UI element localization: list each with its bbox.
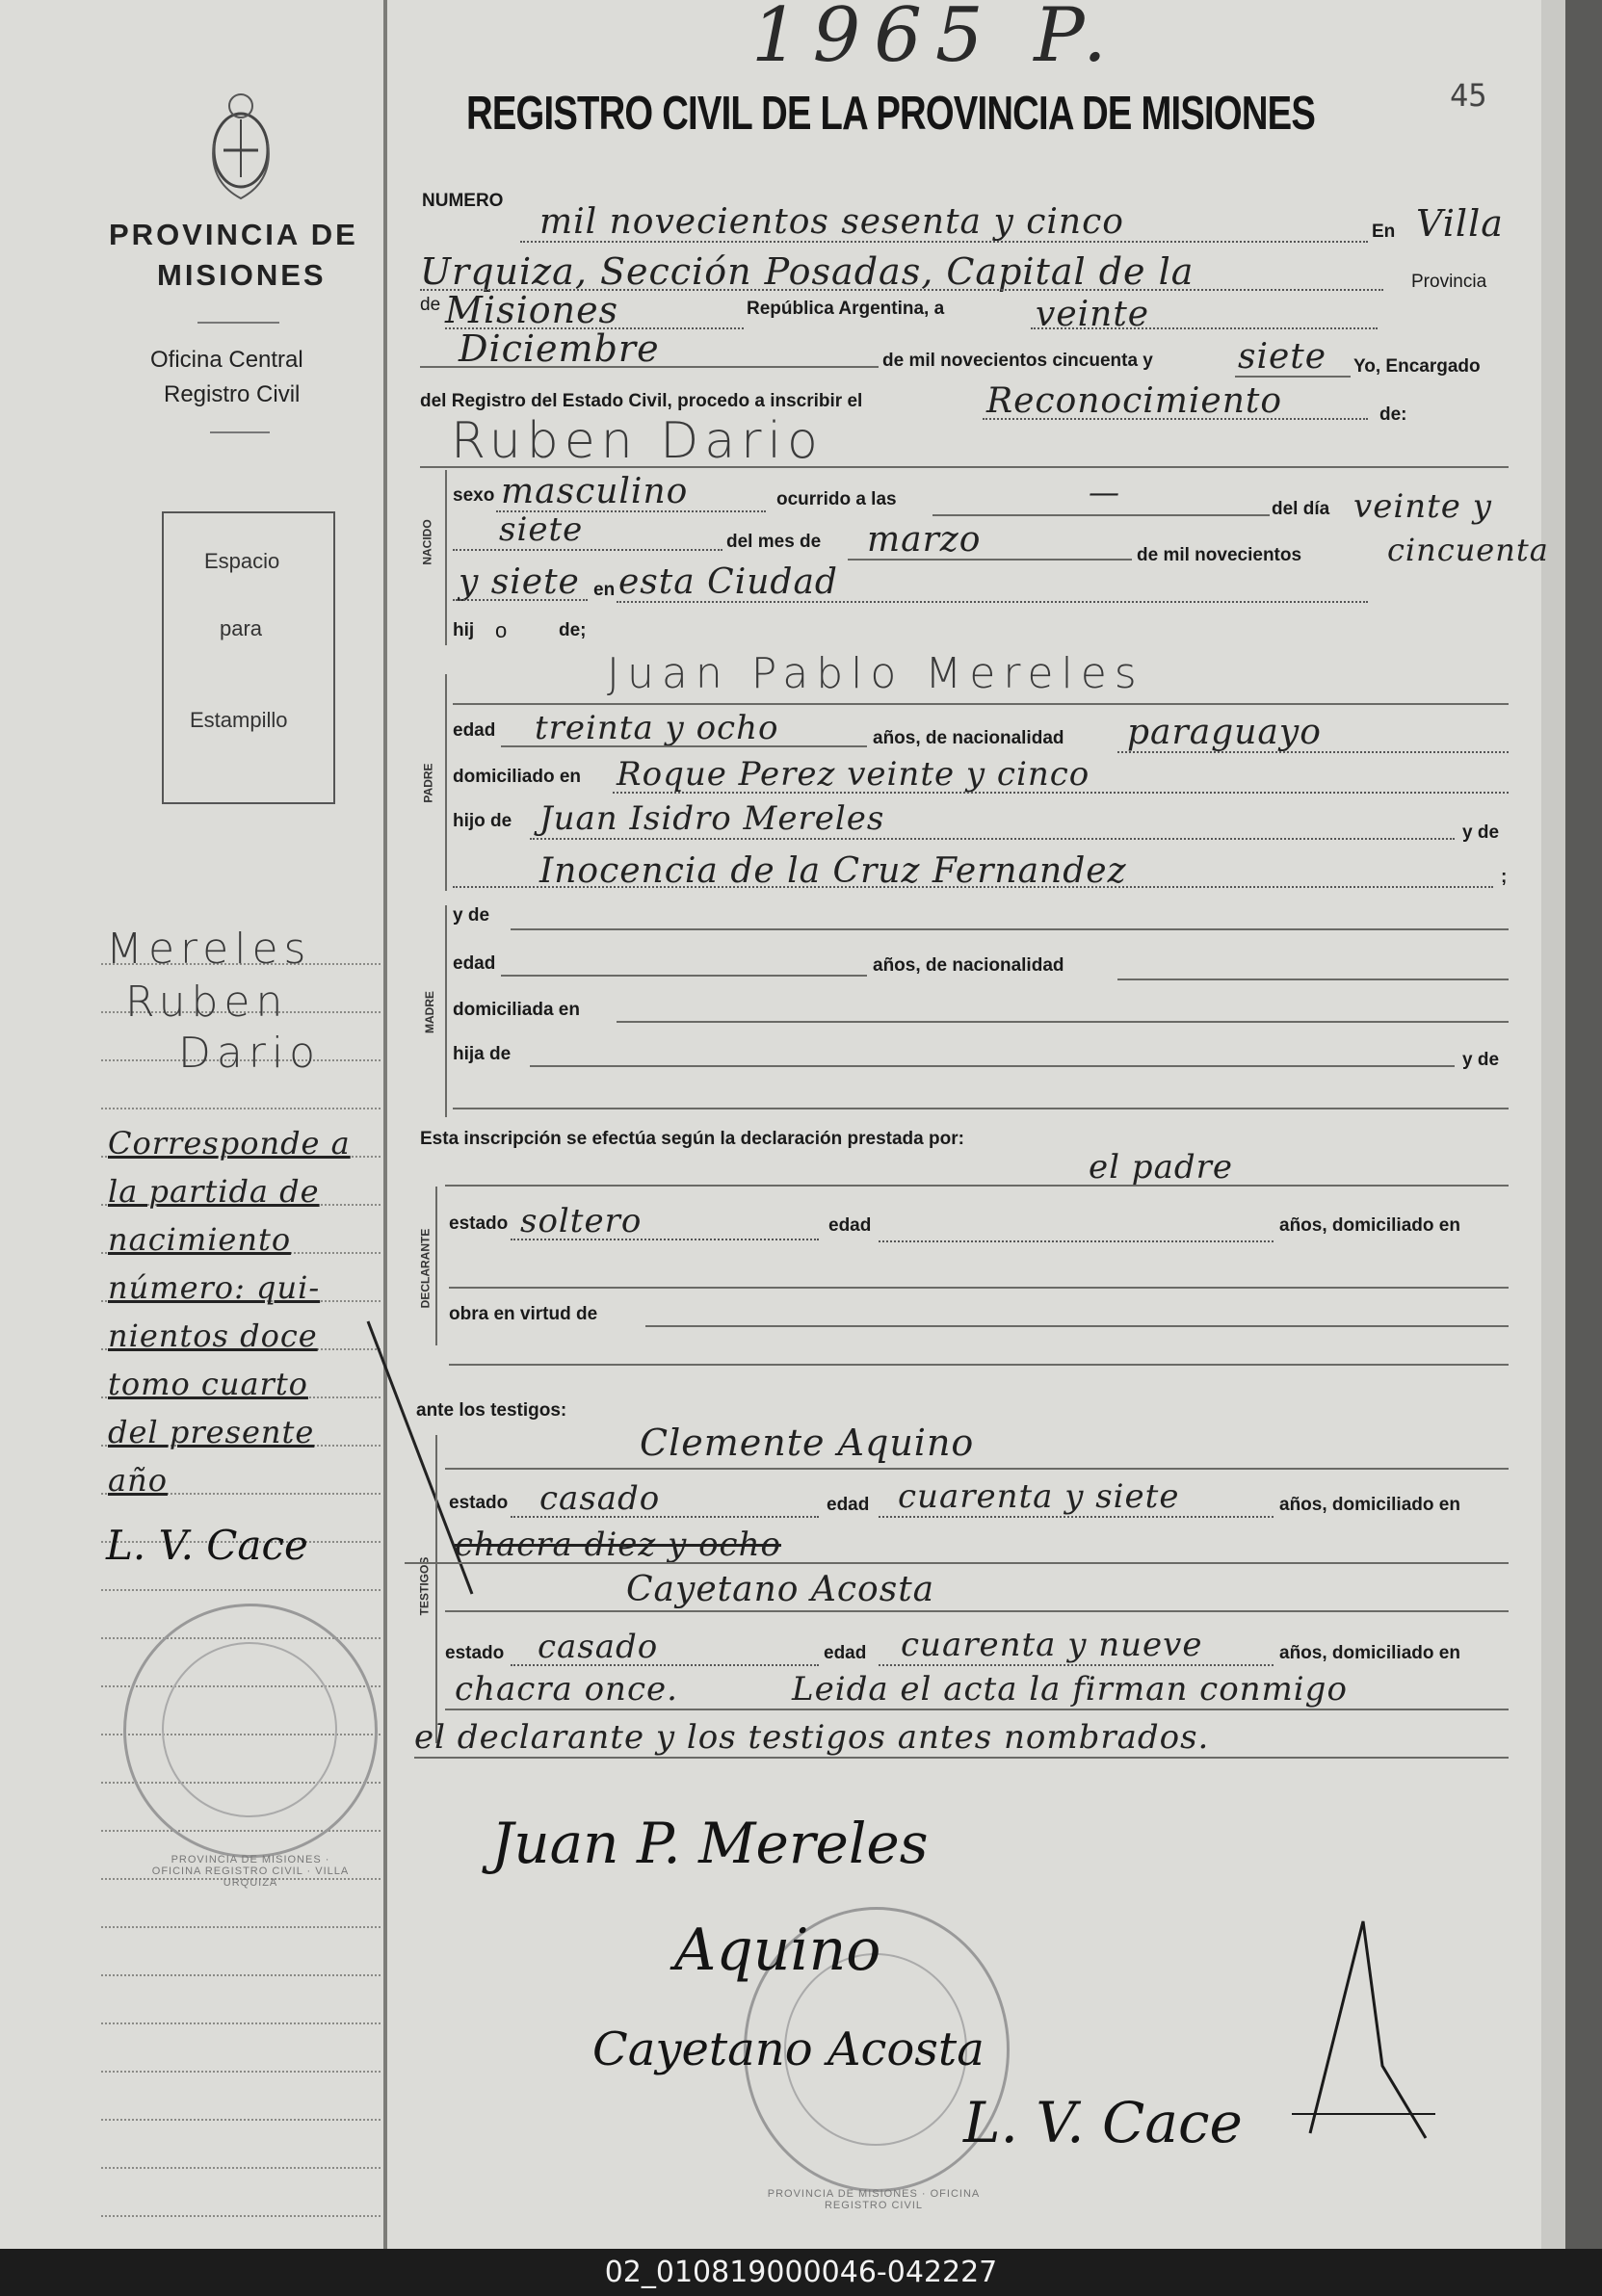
registro-line-2: [983, 418, 1368, 420]
margin-note-line: nacimiento: [108, 1221, 292, 1258]
witness2-estado: casado: [538, 1628, 659, 1666]
declarante-label: DECLARANTE: [418, 1228, 433, 1309]
left-rule-2: [210, 431, 270, 433]
margin-ruling: [101, 1108, 381, 1109]
y-de3-label: y de: [1462, 1050, 1500, 1070]
margin-ruling: [101, 1589, 381, 1591]
anos-nac-label: años, de nacionalidad: [873, 728, 1064, 748]
by2-line: [453, 599, 588, 601]
left-rule: [197, 322, 279, 324]
seal-right-text: PROVINCIA DE MISIONES · OFICINA REGISTRO CIVIL: [767, 2188, 981, 2211]
declarante-address-line: [449, 1287, 1509, 1289]
inscripcion-label: Esta inscripción se efectúa según la declaración prestada por:: [420, 1129, 964, 1149]
edad5-label: edad: [824, 1643, 867, 1663]
padre-brace: [445, 674, 447, 891]
anos-dom2-label: años, domiciliado en: [1279, 1495, 1460, 1515]
mil-label: de mil novecientos: [1137, 545, 1302, 565]
registro-value: Reconocimiento: [986, 381, 1283, 421]
closing-line-2: [414, 1757, 1509, 1759]
domiciliado-label: domiciliado en: [453, 767, 582, 787]
margin-note-line: tomo cuarto: [108, 1366, 308, 1402]
hour-line: [932, 514, 1270, 516]
stamp-box-line3: Estampillo: [190, 708, 288, 732]
hijo-de-label: hijo de: [453, 811, 512, 831]
margin-note-line: del presente: [108, 1414, 315, 1450]
book-edge: [1565, 0, 1602, 2249]
page-edge: [1541, 0, 1565, 2249]
father-parent1: Juan Isidro Mereles: [539, 799, 885, 838]
madre-parent1-line: [530, 1065, 1455, 1067]
coat-of-arms-icon: [200, 85, 281, 208]
witness1-address-line: [405, 1562, 1509, 1564]
margin-ruling: [101, 2119, 381, 2121]
month-line: [420, 366, 879, 368]
del-dia-label: del día: [1272, 499, 1330, 519]
margin-note-line: año: [108, 1462, 168, 1499]
witness2-age-line: [879, 1664, 1274, 1666]
father-parent1-line: [530, 838, 1455, 840]
closing-line-1: [445, 1709, 1509, 1710]
republica-label: República Argentina, a: [747, 299, 945, 319]
stamp-box-line2: para: [220, 616, 263, 640]
madre-parent2-line: [453, 1108, 1509, 1109]
image-id-footer: 02_010819000046-042227: [0, 2249, 1602, 2296]
obra-line-2: [449, 1364, 1509, 1366]
father-parent2-line: [453, 886, 1493, 888]
witness1-name: Clemente Aquino: [640, 1422, 975, 1464]
birth-year-value: cincuenta: [1387, 532, 1549, 568]
madre-brace: [445, 905, 447, 1117]
margin-ruling: [101, 2071, 381, 2073]
year-mark: 1965 P.: [751, 0, 1120, 79]
nacido-brace: [445, 470, 447, 645]
witness2-name: Cayetano Acosta: [626, 1570, 935, 1609]
anos-dom3-label: años, domiciliado en: [1279, 1643, 1460, 1663]
witness2-name-line: [445, 1610, 1509, 1612]
edad2-label: edad: [453, 953, 496, 974]
father-address-line: [613, 792, 1509, 794]
province-value: Misiones: [445, 289, 619, 331]
year-label: de mil novecientos cincuenta y: [882, 351, 1153, 371]
year-value: siete: [1238, 337, 1327, 377]
del-mes-label: del mes de: [726, 532, 822, 552]
sexo-value: masculino: [501, 472, 689, 511]
de2-label: de;: [559, 620, 587, 640]
margin-note-line: número: qui-: [108, 1269, 321, 1306]
testigos-brace: [435, 1435, 437, 1743]
estado3-label: estado: [445, 1643, 505, 1663]
numero-label: NUMERO: [422, 191, 504, 211]
margin-note-line: la partida de: [108, 1173, 320, 1210]
province-line2: MISIONES: [157, 258, 327, 292]
witness1-estado-line: [511, 1516, 819, 1518]
signature-flourish: [1291, 1912, 1435, 2143]
signature-declarant: Juan P. Mereles: [491, 1811, 929, 1876]
anos-nac2-label: años, de nacionalidad: [873, 955, 1064, 976]
declarante-estado-line: [511, 1239, 819, 1240]
dia-value-2: siete: [499, 510, 584, 549]
month-value: Diciembre: [459, 327, 660, 370]
madre-address-line: [617, 1021, 1509, 1023]
madre-age-line: [501, 975, 867, 977]
en-label: En: [1372, 222, 1396, 242]
edad-label: edad: [453, 720, 496, 741]
nacido-label: NACIDO: [420, 519, 434, 565]
closing-text-2: el declarante y los testigos antes nombrados.: [414, 1718, 1210, 1757]
estado2-label: estado: [449, 1493, 509, 1513]
declarante-estado: soltero: [520, 1202, 643, 1240]
declarante-name-line: [445, 1185, 1509, 1187]
child-name-line-2: [420, 466, 1509, 468]
dia-value: veinte y: [1353, 487, 1492, 526]
father-parent2: Inocencia de la Cruz Fernandez: [539, 851, 1127, 891]
father-name-line: [453, 703, 1509, 705]
madre-line-1: [511, 928, 1509, 930]
edad3-label: edad: [828, 1215, 872, 1236]
birth-year-value-2: y siete: [459, 562, 580, 602]
lugar-line: [617, 601, 1368, 603]
signature-officer: L. V. Cace: [963, 2090, 1243, 2155]
padre-label: PADRE: [421, 763, 435, 803]
margin-ruling: [101, 2022, 381, 2024]
margin-signature: L. V. Cace: [106, 1522, 308, 1569]
margin-ruling: [101, 1926, 381, 1928]
witness1-address: chacra diez y ocho: [455, 1526, 781, 1564]
place-value: Urquiza, Sección Posadas, Capital de la: [420, 250, 1195, 293]
registro-label: del Registro del Estado Civil, procedo a inscribir el: [420, 391, 863, 411]
office-line2: Registro Civil: [164, 381, 301, 407]
obra-label: obra en virtud de: [449, 1304, 598, 1324]
declarante-value: el padre: [1089, 1148, 1233, 1187]
margin-surname: Mereles: [106, 925, 312, 974]
hij-label: hij: [453, 620, 475, 640]
province-line1: PROVINCIA DE: [109, 218, 358, 251]
hija-de-label: hija de: [453, 1044, 512, 1064]
father-nat-line: [1117, 751, 1509, 753]
madre-nat-line: [1117, 978, 1509, 980]
page-title: REGISTRO CIVIL DE LA PROVINCIA DE MISIONES: [466, 88, 1316, 140]
margin-firstname: Ruben: [125, 978, 289, 1027]
encargado-label: Yo, Encargado: [1353, 356, 1481, 377]
declarante-brace: [435, 1187, 437, 1345]
estado-label: estado: [449, 1213, 509, 1234]
margin-ruling: [101, 1974, 381, 1976]
witness1-age: cuarenta y siete: [898, 1477, 1180, 1516]
semicolon: ;: [1501, 867, 1508, 887]
official-seal-left-inner: [162, 1642, 337, 1817]
day-value: veinte: [1036, 295, 1150, 334]
closing-text: Leida el acta la firman conmigo: [792, 1670, 1348, 1709]
madre-label: MADRE: [423, 991, 436, 1033]
margin-note-line: nientos doce: [108, 1318, 318, 1354]
provincia-label: Provincia: [1411, 272, 1487, 292]
witness2-estado-line: [511, 1664, 819, 1666]
witness2-address: chacra once.: [455, 1670, 678, 1709]
testigos-label: TESTIGOS: [417, 1556, 432, 1616]
mes-line: [848, 559, 1132, 561]
ocurrido-label: ocurrido a las: [776, 489, 897, 509]
hij-value: o: [495, 618, 508, 642]
numero-line: [520, 241, 1368, 243]
seal-left-text: PROVINCIA DE MISIONES · OFICINA REGISTRO CIVIL · VILLA URQUIZA: [151, 1854, 350, 1889]
day-line: [1031, 327, 1378, 329]
y-de-label: y de: [1462, 822, 1500, 843]
column-divider: [383, 0, 387, 2249]
testigos-intro: ante los testigos:: [416, 1400, 567, 1421]
page-number: 45: [1450, 77, 1487, 114]
anos-dom-label: años, domiciliado en: [1279, 1215, 1460, 1236]
signature-witness1: Aquino: [674, 1917, 881, 1984]
en-value: Villa: [1416, 202, 1504, 245]
margin-middlename: Dario: [178, 1029, 322, 1078]
stamp-box-line1: Espacio: [204, 549, 280, 573]
numero-value: mil novecientos sesenta y cinco: [539, 202, 1124, 242]
en2-label: en: [593, 580, 616, 600]
hour-value: —: [1089, 474, 1120, 510]
father-age-line: [501, 745, 867, 747]
mes-value: marzo: [867, 520, 982, 560]
father-name: Juan Pablo Mereles: [607, 649, 1144, 698]
father-age: treinta y ocho: [535, 709, 779, 747]
declarante-age-line-2: [879, 1240, 1274, 1242]
margin-note-line: Corresponde a: [108, 1125, 351, 1161]
child-name: Ruben Dario: [451, 412, 824, 470]
y-de2-label: y de: [453, 905, 490, 926]
margin-ruling: [101, 2215, 381, 2217]
witness2-age: cuarenta y nueve: [901, 1626, 1203, 1664]
witness1-age-line: [879, 1516, 1274, 1518]
de-colon-label: de:: [1379, 404, 1407, 425]
father-nationality: paraguayo: [1127, 713, 1322, 752]
de-label: de: [420, 295, 441, 315]
signature-witness2: Cayetano Acosta: [592, 2022, 985, 2076]
edad4-label: edad: [827, 1495, 870, 1515]
year-line: [1235, 376, 1351, 378]
domiciliada-label: domiciliada en: [453, 1000, 580, 1020]
witness1-estado: casado: [539, 1479, 661, 1518]
margin-ruling: [101, 2167, 381, 2169]
office-line1: Oficina Central: [150, 347, 303, 373]
father-address: Roque Perez veinte y cinco: [617, 755, 1090, 794]
lugar-value: esta Ciudad: [618, 562, 838, 602]
obra-line: [645, 1325, 1509, 1327]
sexo-label: sexo: [453, 485, 495, 506]
witness1-name-line: [445, 1468, 1509, 1470]
dia2-line: [453, 549, 722, 551]
